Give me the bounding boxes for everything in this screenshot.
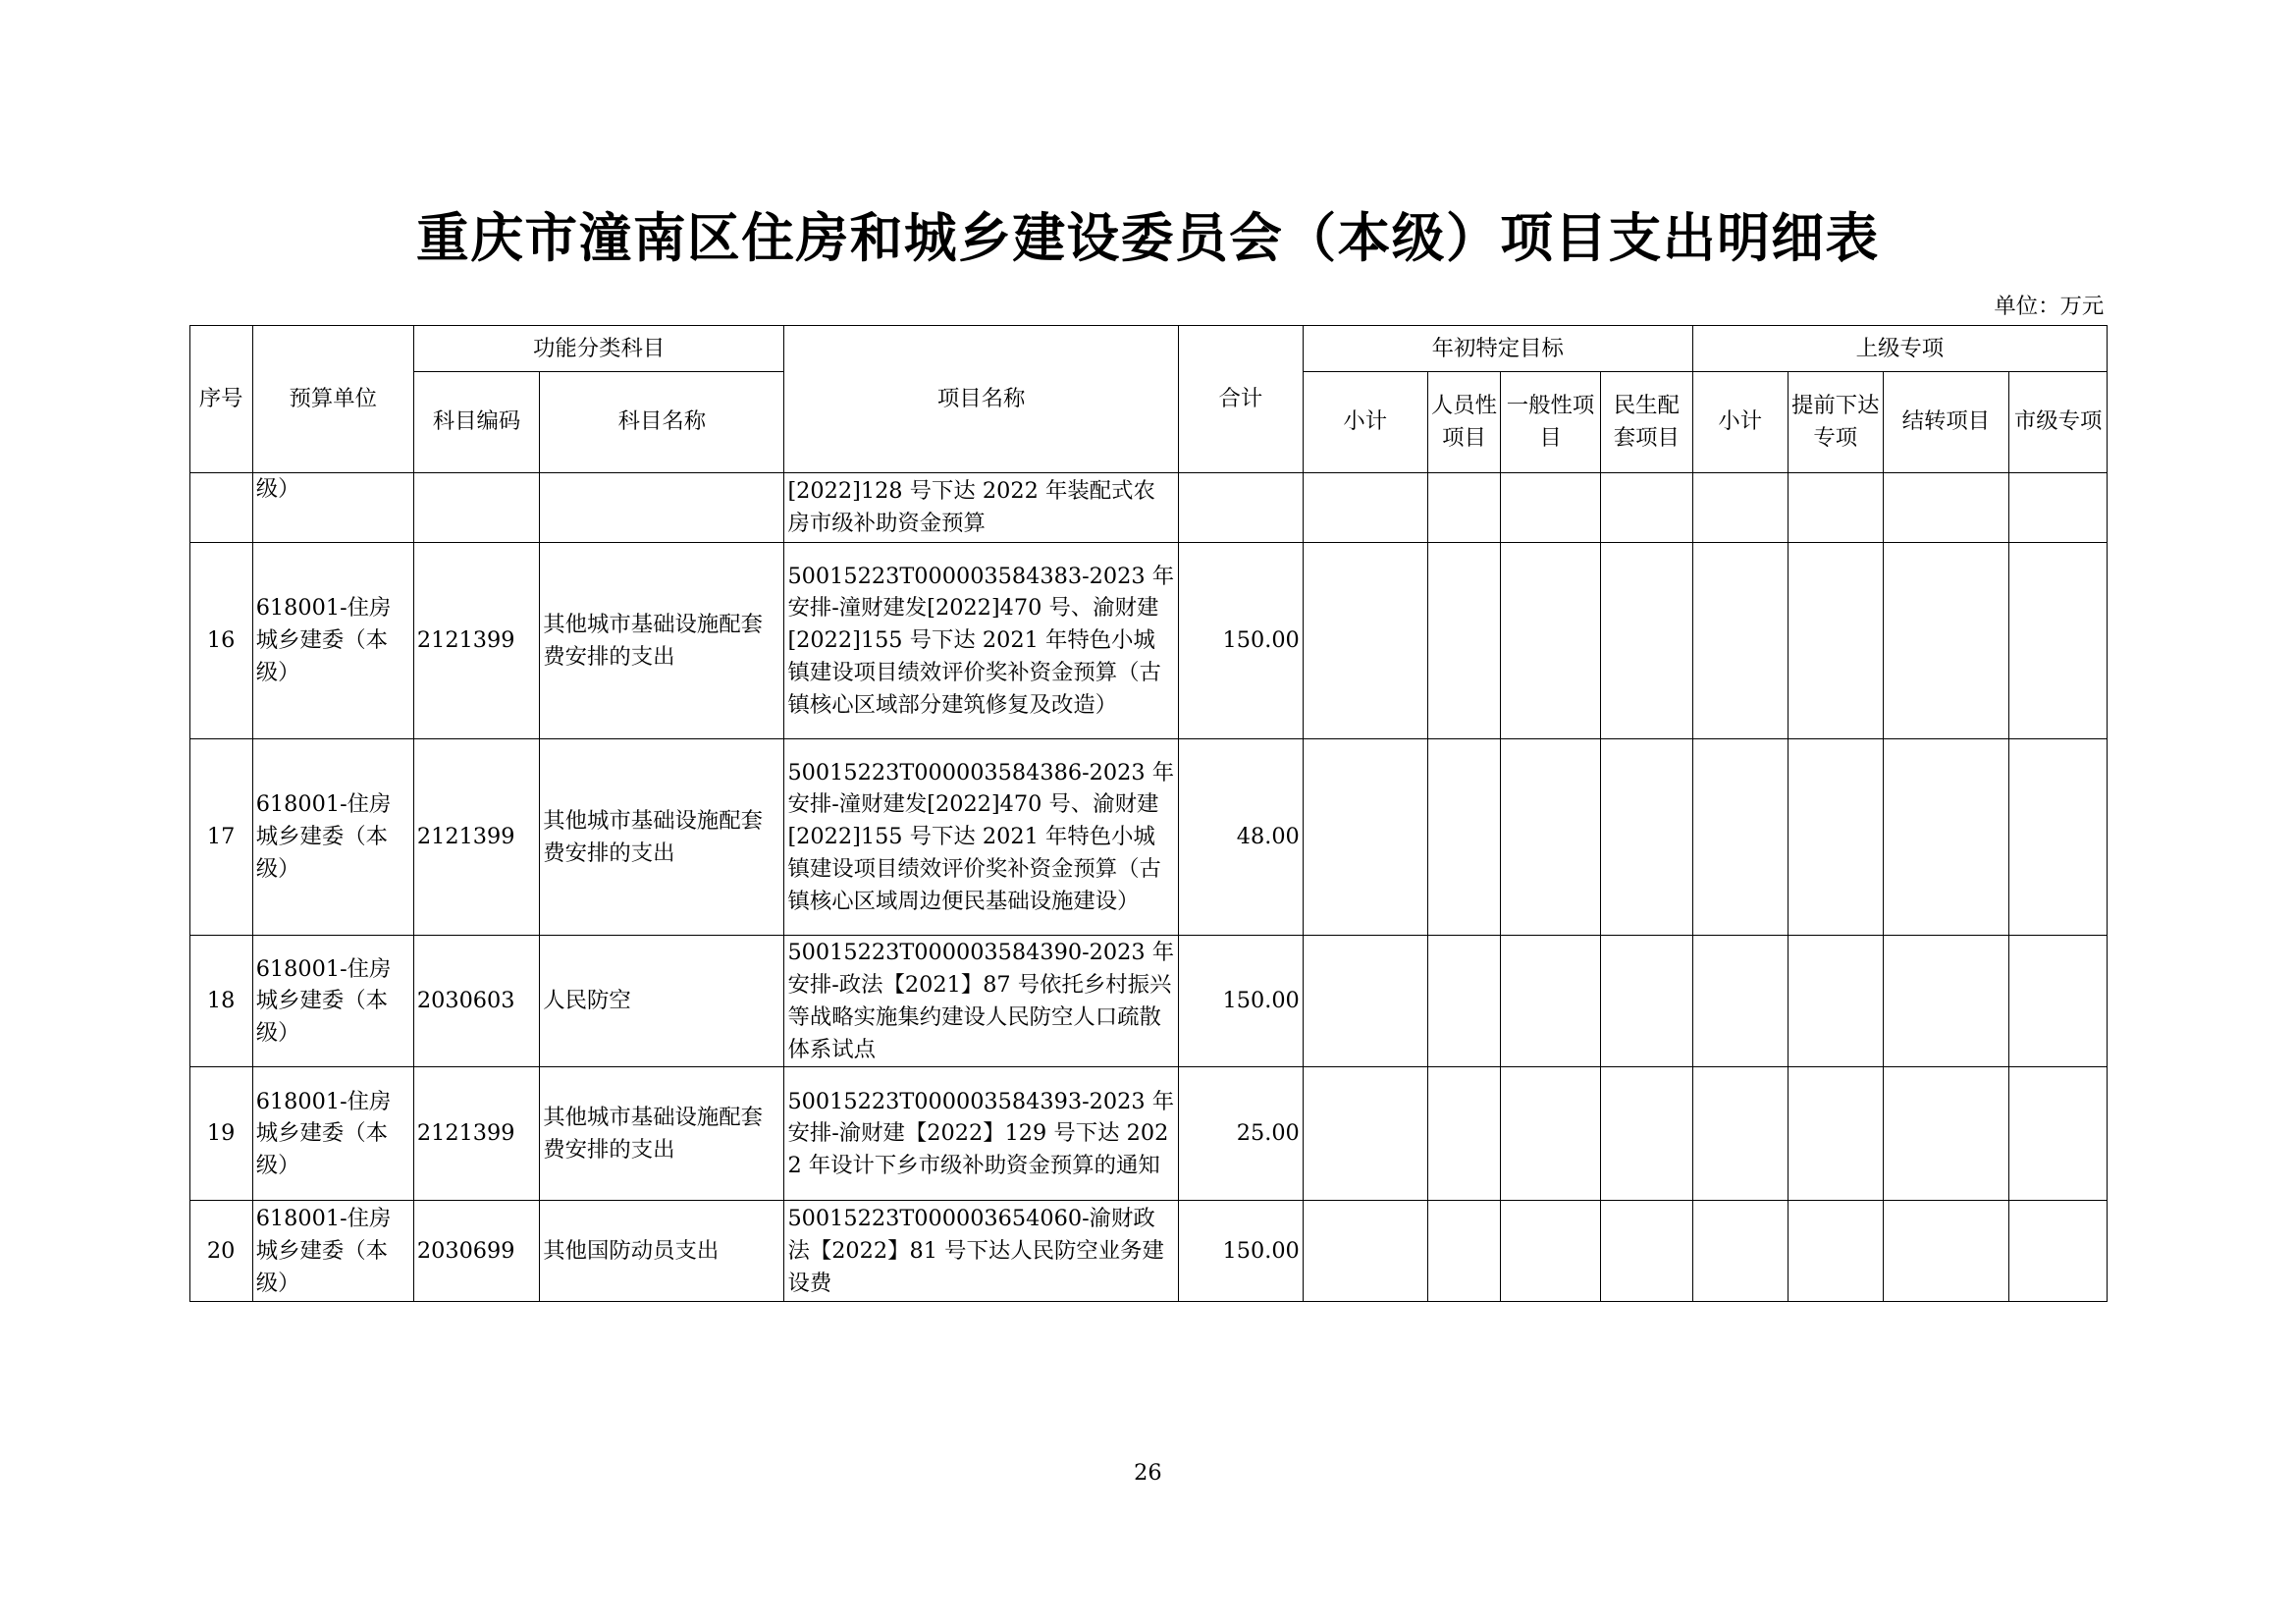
row-seq: 16 [189, 543, 252, 739]
page-title: 重庆市潼南区住房和城乡建设委员会（本级）项目支出明细表 [416, 206, 1880, 269]
header-budget-unit: 预算单位 [252, 326, 413, 472]
row-total [1178, 472, 1303, 543]
row-budget-unit: 618001-住房城乡建委（本级） [252, 739, 413, 936]
table-row [189, 1067, 2108, 1201]
row-total: 150.00 [1178, 543, 1303, 739]
header-subtotal: 小计 [1303, 371, 1427, 472]
row-subject-code: 2121399 [413, 739, 539, 936]
row-project-name: 50015223T000003584393-2023 年安排-渝财建【2022】129 号下达 2022 年设计下乡市级补助资金预算的通知 [784, 1067, 1178, 1201]
header-subject-name: 科目名称 [540, 371, 784, 472]
row-subject-name: 其他国防动员支出 [540, 1201, 784, 1302]
row-seq: 17 [189, 739, 252, 936]
row-subject-name: 其他城市基础设施配套费安排的支出 [540, 543, 784, 739]
row-subject-name: 其他城市基础设施配套费安排的支出 [540, 739, 784, 936]
row-total: 48.00 [1178, 739, 1303, 936]
header-project-name: 项目名称 [784, 326, 1178, 472]
header-superior-subtotal: 小计 [1692, 371, 1788, 472]
header-superior-special: 上级专项 [1692, 326, 2107, 371]
row-project-name: 50015223T000003654060-渝财政法【2022】81 号下达人民防空业务建设费 [784, 1201, 1178, 1302]
row-subject-code: 2030603 [413, 936, 539, 1067]
row-subject-name [540, 472, 784, 543]
row-subject-code [413, 472, 539, 543]
row-budget-unit: 级） [252, 472, 413, 543]
row-budget-unit: 618001-住房城乡建委（本级） [252, 543, 413, 739]
row-project-name: 50015223T000003584383-2023 年安排-潼财建发[2022]470 号、渝财建[2022]155 号下达 2021 年特色小城镇建设项目绩效评价奖补资金预算（古镇核心区域部分建筑修复及改造） [784, 543, 1178, 739]
expenditure-table [189, 325, 2109, 1302]
table-row [189, 543, 2108, 739]
header-carryover-items: 结转项目 [1883, 371, 2008, 472]
header-personnel-items: 人员性项目 [1427, 371, 1501, 472]
header-general-items: 一般性项目 [1501, 371, 1600, 472]
row-budget-unit: 618001-住房城乡建委（本级） [252, 1067, 413, 1201]
header-livelihood-items: 民生配套项目 [1600, 371, 1692, 472]
unit-label: 单位：万元 [1994, 293, 2105, 319]
table-row [189, 1201, 2108, 1302]
header-advance-special: 提前下达专项 [1788, 371, 1883, 472]
table-row [189, 472, 2108, 543]
row-subject-name: 人民防空 [540, 936, 784, 1067]
row-project-name: 50015223T000003584386-2023 年安排-潼财建发[2022]470 号、渝财建[2022]155 号下达 2021 年特色小城镇建设项目绩效评价奖补资金预算（古镇核心区域周边便民基础设施建设） [784, 739, 1178, 936]
row-total: 150.00 [1178, 1201, 1303, 1302]
row-seq: 20 [189, 1201, 252, 1302]
header-seq: 序号 [189, 326, 252, 472]
row-subject-name: 其他城市基础设施配套费安排的支出 [540, 1067, 784, 1201]
row-total: 150.00 [1178, 936, 1303, 1067]
header-func-category: 功能分类科目 [413, 326, 784, 371]
page-number: 26 [1134, 1459, 1162, 1486]
row-subject-code: 2121399 [413, 543, 539, 739]
header-subject-code: 科目编码 [413, 371, 539, 472]
row-project-name: [2022]128 号下达 2022 年装配式农房市级补助资金预算 [784, 472, 1178, 543]
row-seq: 18 [189, 936, 252, 1067]
table-row [189, 739, 2108, 936]
row-budget-unit: 618001-住房城乡建委（本级） [252, 1201, 413, 1302]
table-row [189, 936, 2108, 1067]
header-annual-target: 年初特定目标 [1303, 326, 1692, 371]
row-seq [189, 472, 252, 543]
row-subject-code: 2030699 [413, 1201, 539, 1302]
row-budget-unit: 618001-住房城乡建委（本级） [252, 936, 413, 1067]
header-total: 合计 [1178, 326, 1303, 472]
row-project-name: 50015223T000003584390-2023 年安排-政法【2021】87 号依托乡村振兴等战略实施集约建设人民防空人口疏散体系试点 [784, 936, 1178, 1067]
row-seq: 19 [189, 1067, 252, 1201]
row-total: 25.00 [1178, 1067, 1303, 1201]
header-municipal-special: 市级专项 [2009, 371, 2108, 472]
row-subject-code: 2121399 [413, 1067, 539, 1201]
